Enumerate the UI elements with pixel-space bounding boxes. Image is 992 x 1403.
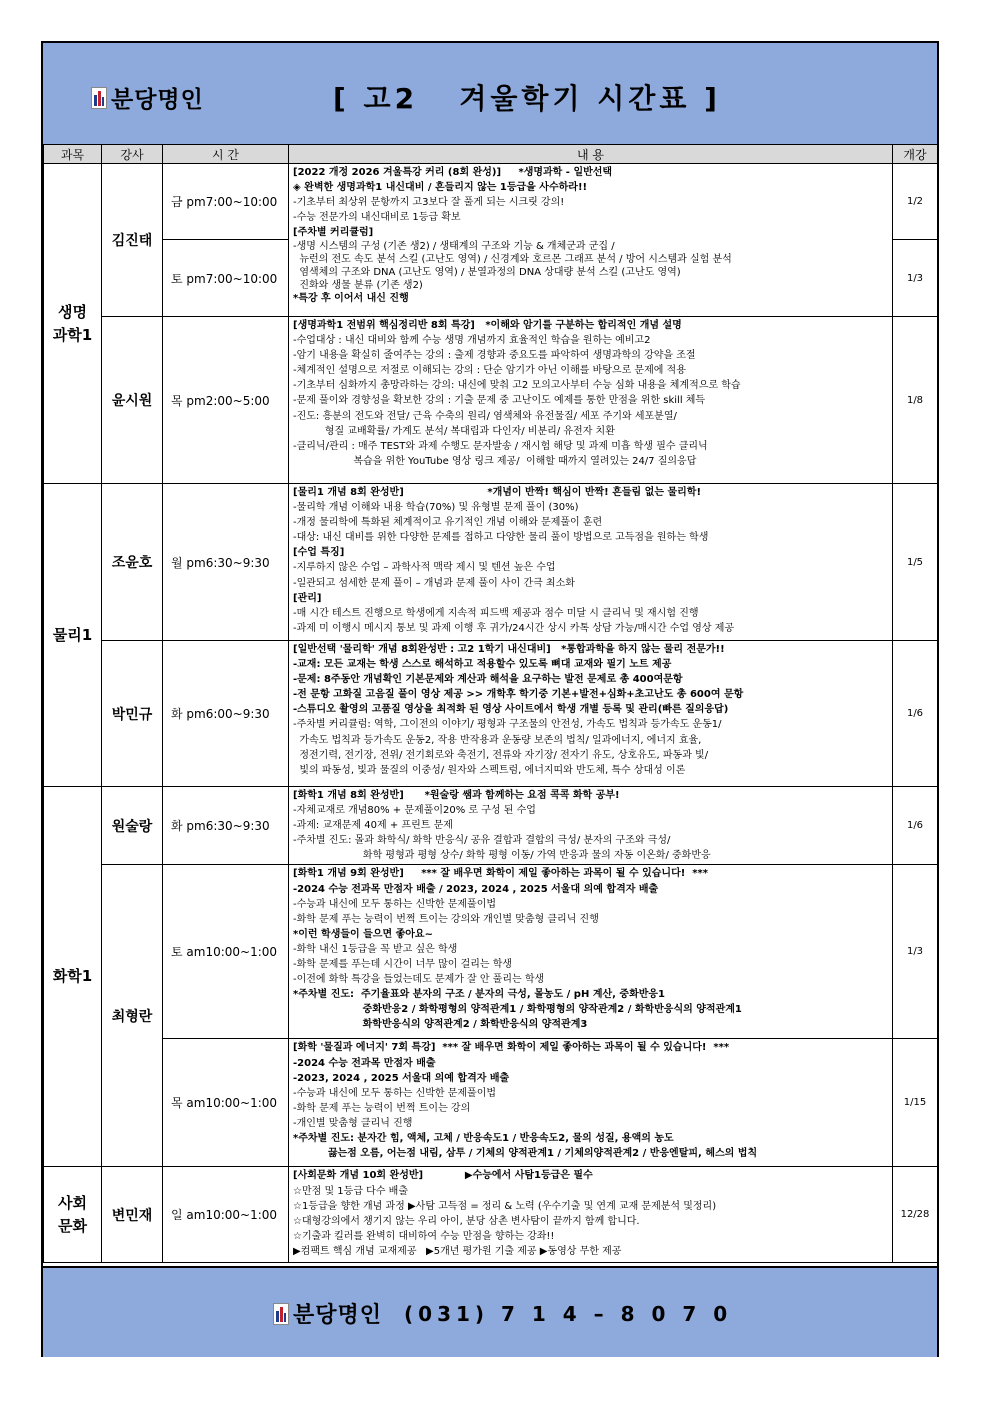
content-line: -문제: 8주동안 개념확인 기본문제와 계산과 해석을 요구하는 발전 문제로 총 400여문항: [293, 674, 683, 686]
class-start: 1/3: [893, 865, 938, 1039]
class-content: [289, 641, 893, 787]
class-row: [44, 865, 938, 1039]
content-line: [일반선택 '물리학' 개념 8회완성반 : 고2 1학기 내신대비] *통합과학을 하지 않는 물리 전문가!!: [293, 644, 725, 655]
content-line: -교재: 모든 교재는 학생 스스로 해석하고 적용할수 있도록 뼈대 교재와 필기 노트 제공: [293, 659, 672, 671]
content-line: [수업 특징]: [293, 547, 345, 559]
class-row: [44, 317, 938, 484]
content-line: -매 시간 테스트 진행으로 학생에게 지속적 피드백 제공과 점수 미달 시 클리닉 및 재시험 진행: [293, 607, 699, 619]
class-content: [289, 164, 893, 317]
logo-bars-icon: [273, 1303, 289, 1325]
content-line: [2022 개정 2026 겨울특강 커리 (8회 완성)] *생명과학 - 일반선택: [293, 167, 613, 178]
phone-number: (031) 7 1 4 – 8 0 7 0: [404, 1301, 733, 1326]
content-line: -2024 수능 전과목 만점자 배출: [293, 1057, 436, 1069]
content-line: [관리]: [293, 592, 322, 604]
content-line: -자체교재로 개념80% + 문제풀이20% 로 구성 된 수업: [293, 805, 536, 817]
content-line: -기초부터 최상위 문항까지 고3보다 잘 풀게 되는 시크릿 강의!: [293, 197, 565, 209]
page-footer: [43, 1266, 937, 1357]
content-line: 화학반응식의 양적관계2 / 화학반응식의 양적관계3: [293, 1019, 588, 1031]
content-line: ▶컴팩트 핵심 개념 교재제공 ▶5개년 평가원 기출 제공 ▶동영상 무한 제공: [293, 1245, 622, 1257]
content-line: -주차별 커리큘럼: 역학, 그이전의 이야기/ 평형과 구조물의 안전성, 가속도 법칙과 등가속도 운동1/: [293, 719, 722, 731]
content-line: -일관되고 섬세한 문제 풀이 – 개념과 문제 풀이 사이 간극 최소화: [293, 577, 575, 589]
class-content: [289, 1167, 893, 1263]
teacher-name: 박민규: [102, 641, 163, 787]
content-line: -기초부터 심화까지 총망라하는 강의: 내신에 맞춰 고2 모의고사부터 수능 심화 내용을 체계적으로 학습: [293, 380, 741, 392]
content-line: -생명 시스템의 구성 (기존 생2) / 생태계의 구조와 기능 & 개체군과 군집 /: [293, 241, 615, 253]
content-line: -수업대상 : 내신 대비와 함께 수능 생명 개념까지 효율적인 학습을 원하는 예비고2: [293, 335, 651, 347]
footer-contact: [273, 1298, 732, 1329]
teacher-name: 조윤호: [102, 484, 163, 641]
class-start: 1/8: [893, 317, 938, 484]
content-line: ☆기출과 킬러를 완벽히 대비하여 수능 만점을 향하는 강좌!!: [293, 1230, 555, 1242]
content-line: -클리닉/관리 : 매주 TEST와 과제 수행도 문자발송 / 재시험 해당 및 과제 미흡 학생 필수 클리닉: [293, 440, 708, 452]
subject-society: 사회 문화: [44, 1167, 102, 1263]
content-line: -이전에 화학 특강을 들었는데도 문제가 잘 안 풀리는 학생: [293, 974, 545, 986]
content-line: -개정 물리학에 특화된 체계적이고 유기적인 개념 이해와 문제풀이 훈련: [293, 517, 603, 529]
page-header: [43, 43, 937, 146]
logo-bars-icon: [91, 87, 107, 109]
class-row: [44, 164, 938, 240]
teacher-name: 윤시원: [102, 317, 163, 484]
content-line: -화학 내신 1등급을 꼭 받고 싶은 학생: [293, 943, 458, 955]
content-line: 빛의 파동성, 빛과 물질의 이중성/ 원자와 스펙트럼, 에너지띠와 반도체, 특수 상대성 이론: [293, 764, 686, 776]
content-line: 가속도 법칙과 등가속도 운동2, 작용 반작용과 운동량 보존의 법칙/ 일과에너지, 에너지 효율,: [293, 734, 702, 746]
content-line: -진도: 흥분의 전도와 전달/ 근육 수축의 원리/ 염색체와 유전물질/ 세포 주기와 세포분열/: [293, 410, 677, 422]
header-row: [44, 145, 938, 164]
content-line: -주차별 진도: 몰과 화학식/ 화학 반응식/ 공유 결합과 결합의 극성/ 분자의 구조와 극성/: [293, 835, 671, 847]
col-time: 시 간: [163, 145, 289, 164]
content-line: -개인별 맞춤형 클리닉 진행: [293, 1117, 413, 1129]
content-line: 정전기력, 전기장, 전위/ 전기회로와 축전기, 전류와 자기장/ 전자기 유도, 상호유도, 파동과 빛/: [293, 749, 709, 761]
class-start: 1/2: [893, 164, 938, 240]
class-row: [44, 484, 938, 641]
content-line: 형질 교배확률/ 가계도 분석/ 복대립과 다인자/ 비분리/ 유전자 치환: [293, 425, 615, 437]
class-start: 1/6: [893, 787, 938, 865]
content-line: [화학 '물질과 에너지' 7회 특강] *** 잘 배우면 화학이 제일 좋아하는 과목이 될 수 있습니다! ***: [293, 1042, 730, 1054]
class-time: 목 pm2:00~5:00: [163, 317, 289, 484]
content-line: 화학 평형과 평형 상수/ 화학 평형 이동/ 가역 반응과 물의 자동 이온화/ 중화반응: [293, 850, 711, 862]
content-line: -지루하지 않은 수업 – 과학사적 맥락 제시 및 텐션 높은 수업: [293, 562, 556, 574]
content-line: *주차별 진도: 주기율표와 분자의 구조 / 분자의 극성, 몰농도 / pH 계산, 중화반응1: [293, 989, 666, 1001]
content-line: -대상: 내신 대비를 위한 다양한 문제를 접하고 다양한 물리 풀이 방법으로 고득점을 원하는 학생: [293, 532, 709, 544]
class-row: [44, 1039, 938, 1167]
content-line: 진화와 생물 분류 (기존 생2): [293, 280, 423, 292]
class-row: [44, 787, 938, 865]
class-row: [44, 1167, 938, 1263]
content-line: [물리1 개념 8회 완성반] *개념이 반짝! 핵심이 반짝! 흔들림 없는 물리학!: [293, 487, 702, 498]
page-title: [ 고2 겨울학기 시간표 ]: [333, 82, 721, 115]
content-line: ☆대형강의에서 챙기지 않는 우리 아이, 분당 삼촌 변사탐이 끝까지 함께 합니다.: [293, 1215, 640, 1227]
subject-physics: 물리1: [44, 484, 102, 787]
brand-name: 분당명인: [111, 87, 204, 113]
col-start: 개강: [893, 145, 938, 164]
footer-brand: 분당명인: [293, 1303, 383, 1328]
teacher-name: 원술랑: [102, 787, 163, 865]
class-start: 1/3: [893, 240, 938, 317]
col-teacher: 강사: [102, 145, 163, 164]
content-line: [사회문화 개념 10회 완성반] ▶수능에서 사탐1등급은 필수: [293, 1170, 593, 1182]
content-line: [주차별 커리큘럼]: [293, 227, 374, 239]
teacher-name: 최형란: [102, 865, 163, 1167]
class-time: 월 pm6:30~9:30: [163, 484, 289, 641]
content-line: -수능 전문가의 내신대비로 1등급 확보: [293, 212, 461, 224]
content-line: -체계적인 설명으로 저절로 이해되는 강의 : 단순 암기가 아닌 이해를 바탕으로 문제에 적용: [293, 365, 686, 377]
content-line: -과제 미 이행시 메시지 통보 및 과제 이행 후 귀가/24시간 상시 카톡 상담 가능/매시간 수업 영상 제공: [293, 622, 735, 634]
content-line: -수능과 내신에 모두 통하는 신박한 문제풀이법: [293, 898, 497, 910]
content-line: 뉴런의 전도 속도 분석 스킬 (고난도 영역) / 신경계와 호르몬 그래프 분석 / 방어 시스템과 실험 분석: [293, 254, 732, 266]
content-line: [화학1 개념 8회 완성반] *원술랑 쌤과 함께하는 요점 콕콕 화학 공부!: [293, 790, 620, 801]
class-time: 일 am10:00~1:00: [163, 1167, 289, 1263]
content-line: [화학1 개념 9회 완성반] *** 잘 배우면 화학이 제일 좋아하는 과목이 될 수 있습니다! ***: [293, 868, 708, 880]
class-time: 토 am10:00~1:00: [163, 865, 289, 1039]
subject-chem: 화학1: [44, 787, 102, 1167]
content-line: -화학 문제를 푸는데 시간이 너무 많이 걸리는 학생: [293, 959, 513, 971]
content-line: *이런 학생들이 들으면 좋아요~: [293, 928, 433, 940]
content-line: *특강 후 이어서 내신 진행: [293, 293, 409, 305]
class-content: [289, 317, 893, 484]
content-line: -2023, 2024 , 2025 서울대 의예 합격자 배출: [293, 1072, 510, 1084]
class-start: 1/15: [893, 1039, 938, 1167]
content-line: ☆만점 및 1등급 다수 배출: [293, 1185, 408, 1197]
class-content: [289, 787, 893, 865]
class-content: [289, 484, 893, 641]
content-line: -과제: 교재문제 40제 + 프린트 문제: [293, 820, 453, 832]
class-start: 12/28: [893, 1167, 938, 1263]
content-line: -스튜디오 촬영의 고품질 영상을 최적화 된 영상 사이트에서 학생 개별 등록 및 관리(빠른 질의응답): [293, 704, 729, 716]
content-line: -물리학 개념 이해와 내용 학습(70%) 및 유형별 문제 풀이 (30%): [293, 502, 579, 514]
class-content: [289, 865, 893, 1039]
col-subject: 과목: [44, 145, 102, 164]
col-content: 내 용: [289, 145, 893, 164]
content-line: -2024 수능 전과목 만점자 배출 / 2023, 2024 , 2025 서울대 의예 합격자 배출: [293, 883, 659, 895]
content-line: *주차별 진도: 분자간 힘, 액체, 고체 / 반응속도1 / 반응속도2, 물의 성질, 용액의 농도: [293, 1133, 674, 1145]
class-start: 1/5: [893, 484, 938, 641]
class-start: 1/6: [893, 641, 938, 787]
content-line: -화학 문제 푸는 능력이 번쩍 트이는 강의와 개인별 맞춤형 클리닉 진행: [293, 913, 599, 925]
class-time: 목 am10:00~1:00: [163, 1039, 289, 1167]
teacher-name: 김진태: [102, 164, 163, 317]
content-line: 염색체의 구조와 DNA (고난도 영역) / 분열과정의 DNA 상대량 분석 스킬 (고난도 영역): [293, 267, 681, 279]
subject-bio: 생명 과학1: [44, 164, 102, 484]
brand-logo: [91, 81, 204, 114]
timetable-frame: [41, 41, 939, 1357]
content-line: -문제 풀이와 경향성을 확보한 강의 : 기출 문제 중 고난이도 예제를 통한 만점을 위한 skill 체득: [293, 395, 706, 407]
content-line: -암기 내용을 확실히 줄여주는 강의 : 출제 경향과 중요도를 파악하여 생명과학의 강약을 조절: [293, 350, 696, 362]
content-line: -전 문항 고화질 고음질 풀이 영상 제공 >> 개학후 학기중 기본+발전+심화+초고난도 총 600여 문항: [293, 689, 744, 701]
content-line: ◈ 완벽한 생명과학1 내신대비 / 흔들리지 않는 1등급을 사수하라!!: [293, 182, 588, 194]
class-time: 금 pm7:00~10:00: [163, 164, 289, 240]
class-row: [44, 641, 938, 787]
content-line: 중화반응2 / 화학평형의 양적관계1 / 화학평형의 양작관계2 / 화학반응식의 양적관계1: [293, 1004, 742, 1016]
content-line: 끓는점 오름, 어는점 내림, 삼투 / 기체의 양적관계1 / 기체의양적관계2 / 반응엔탈피, 헤스의 법칙: [293, 1148, 758, 1160]
class-time: 토 pm7:00~10:00: [163, 240, 289, 317]
teacher-name: 변민재: [102, 1167, 163, 1263]
timetable: [43, 144, 938, 1263]
content-line: 복습을 위한 YouTube 영상 링크 제공/ 이해할 때까지 열려있는 24/7 질의응답: [293, 455, 697, 467]
content-line: ☆1등급을 향한 개념 과정 ▶사탐 고득점 = 정리 & 노력 (우수기출 및 연계 교재 문제분석 및정리): [293, 1200, 717, 1212]
class-content: [289, 1039, 893, 1167]
content-line: -화학 문제 푸는 능력이 번쩍 트이는 강의: [293, 1102, 471, 1114]
content-line: -수능과 내신에 모두 통하는 신박한 문제풀이법: [293, 1087, 497, 1099]
content-line: [생명과학1 전범위 핵심정리반 8회 특강] *이해와 암기를 구분하는 합리적인 개념 설명: [293, 320, 682, 331]
class-time: 화 pm6:30~9:30: [163, 787, 289, 865]
class-time: 화 pm6:00~9:30: [163, 641, 289, 787]
